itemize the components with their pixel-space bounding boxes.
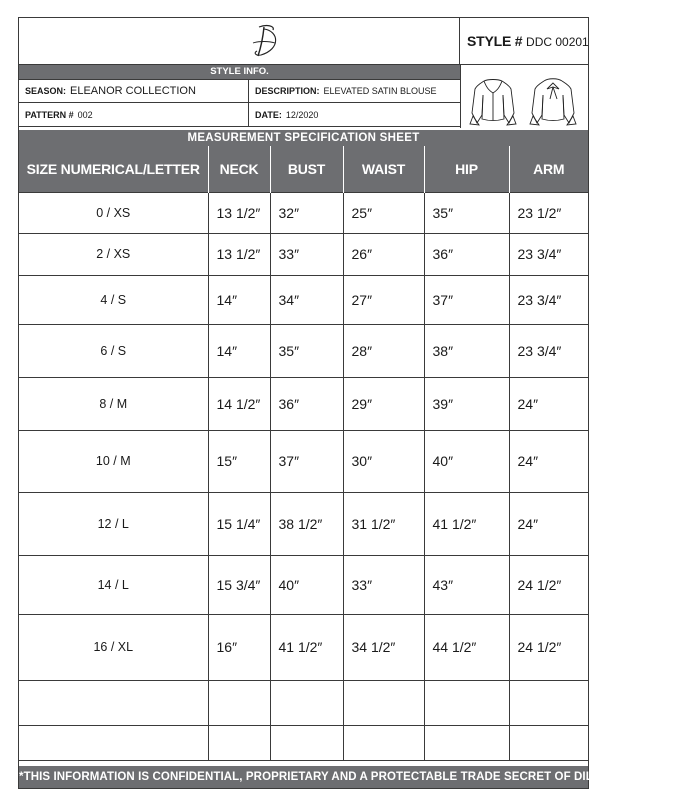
bust-cell: 34″ xyxy=(270,275,343,324)
waist-cell xyxy=(343,680,424,725)
column-header: ARM xyxy=(509,146,588,192)
date-value: 12/2020 xyxy=(285,109,319,120)
arm-cell: 24″ xyxy=(509,492,588,555)
monogram-logo-icon xyxy=(245,23,285,61)
table-row xyxy=(19,680,588,725)
size-cell: 10 / M xyxy=(19,430,208,492)
table-row xyxy=(19,324,588,377)
hip-cell: 44 1/2″ xyxy=(424,614,509,680)
neck-cell: 14″ xyxy=(208,275,270,324)
waist-cell: 27″ xyxy=(343,275,424,324)
neck-cell xyxy=(208,725,270,760)
table-row xyxy=(19,377,588,430)
hip-cell: 41 1/2″ xyxy=(424,492,509,555)
size-cell: 16 / XL xyxy=(19,614,208,680)
bust-cell xyxy=(270,725,343,760)
table-row xyxy=(19,492,588,555)
pattern-cell xyxy=(19,103,248,126)
bust-cell: 36″ xyxy=(270,377,343,430)
hip-cell: 40″ xyxy=(424,430,509,492)
column-header: WAIST xyxy=(343,146,424,192)
hip-cell: 36″ xyxy=(424,233,509,275)
arm-cell: 23 1/2″ xyxy=(509,192,588,233)
table-row xyxy=(19,192,588,233)
hip-cell xyxy=(424,680,509,725)
neck-cell xyxy=(208,680,270,725)
neck-cell: 14″ xyxy=(208,324,270,377)
neck-cell: 16″ xyxy=(208,614,270,680)
column-header: NECK xyxy=(208,146,270,192)
blouse-sketch-icon xyxy=(461,65,588,128)
bust-cell xyxy=(270,680,343,725)
size-cell: 12 / L xyxy=(19,492,208,555)
neck-cell: 14 1/2″ xyxy=(208,377,270,430)
bust-cell: 38 1/2″ xyxy=(270,492,343,555)
table-row xyxy=(19,555,588,614)
size-cell: 14 / L xyxy=(19,555,208,614)
style-number-value: DDC 00201 xyxy=(526,35,589,49)
size-cell: 4 / S xyxy=(19,275,208,324)
season-value: ELEANOR COLLECTION xyxy=(70,85,196,97)
hip-cell: 35″ xyxy=(424,192,509,233)
hip-cell: 37″ xyxy=(424,275,509,324)
date-cell xyxy=(249,103,460,126)
neck-cell: 15 1/4″ xyxy=(208,492,270,555)
spec-sheet xyxy=(18,17,682,789)
bust-cell: 41 1/2″ xyxy=(270,614,343,680)
pattern-value: 002 xyxy=(77,109,93,120)
size-cell xyxy=(19,725,208,760)
waist-cell: 33″ xyxy=(343,555,424,614)
description-label: DESCRIPTION: xyxy=(255,86,320,96)
style-info-bar: STYLE INFO. xyxy=(19,65,460,79)
waist-cell: 30″ xyxy=(343,430,424,492)
arm-cell: 24″ xyxy=(509,430,588,492)
table-row xyxy=(19,233,588,275)
waist-cell xyxy=(343,725,424,760)
size-cell: 0 / XS xyxy=(19,192,208,233)
info-row-pattern xyxy=(19,103,460,127)
neck-cell: 13 1/2″ xyxy=(208,233,270,275)
table-row xyxy=(19,614,588,680)
measurement-table xyxy=(19,146,588,761)
bust-cell: 33″ xyxy=(270,233,343,275)
size-cell xyxy=(19,680,208,725)
bust-cell: 32″ xyxy=(270,192,343,233)
arm-cell: 23 3/4″ xyxy=(509,233,588,275)
description-value: ELEVATED SATIN BLOUSE xyxy=(323,86,437,96)
arm-cell xyxy=(509,680,588,725)
table-row xyxy=(19,430,588,492)
size-cell: 8 / M xyxy=(19,377,208,430)
bust-cell: 37″ xyxy=(270,430,343,492)
season-cell xyxy=(19,80,248,102)
waist-cell: 31 1/2″ xyxy=(343,492,424,555)
column-header: BUST xyxy=(270,146,343,192)
style-number-label: STYLE # xyxy=(467,33,523,49)
logo-area xyxy=(19,18,460,64)
neck-cell: 15 3/4″ xyxy=(208,555,270,614)
bust-cell: 35″ xyxy=(270,324,343,377)
top-bar xyxy=(19,18,588,65)
season-label: SEASON: xyxy=(25,86,67,96)
bust-cell: 40″ xyxy=(270,555,343,614)
arm-cell: 24 1/2″ xyxy=(509,555,588,614)
size-cell: 2 / XS xyxy=(19,233,208,275)
table-row xyxy=(19,275,588,324)
info-row-season xyxy=(19,79,460,103)
waist-cell: 28″ xyxy=(343,324,424,377)
arm-cell: 23 3/4″ xyxy=(509,324,588,377)
table-header-row xyxy=(19,146,588,192)
hip-cell: 38″ xyxy=(424,324,509,377)
garment-sketch-area xyxy=(460,65,588,128)
waist-cell: 26″ xyxy=(343,233,424,275)
waist-cell: 34 1/2″ xyxy=(343,614,424,680)
hip-cell xyxy=(424,725,509,760)
arm-cell: 24″ xyxy=(509,377,588,430)
pattern-label: PATTERN # xyxy=(25,109,74,120)
date-label: DATE: xyxy=(255,109,282,120)
column-header: SIZE NUMERICAL/LETTER xyxy=(19,146,208,192)
arm-cell xyxy=(509,725,588,760)
confidentiality-footer: *THIS INFORMATION IS CONFIDENTIAL, PROPRIETARY AND A PROTECTABLE TRADE SECRET OF DILA DESIGNS.CO* xyxy=(19,766,588,788)
description-cell xyxy=(249,80,460,102)
column-header: HIP xyxy=(424,146,509,192)
waist-cell: 25″ xyxy=(343,192,424,233)
size-cell: 6 / S xyxy=(19,324,208,377)
arm-cell: 23 3/4″ xyxy=(509,275,588,324)
style-number xyxy=(467,33,589,49)
hip-cell: 39″ xyxy=(424,377,509,430)
sheet-title: MEASUREMENT SPECIFICATION SHEET xyxy=(19,130,588,146)
neck-cell: 13 1/2″ xyxy=(208,192,270,233)
arm-cell: 24 1/2″ xyxy=(509,614,588,680)
hip-cell: 43″ xyxy=(424,555,509,614)
table-row xyxy=(19,725,588,760)
waist-cell: 29″ xyxy=(343,377,424,430)
neck-cell: 15″ xyxy=(208,430,270,492)
